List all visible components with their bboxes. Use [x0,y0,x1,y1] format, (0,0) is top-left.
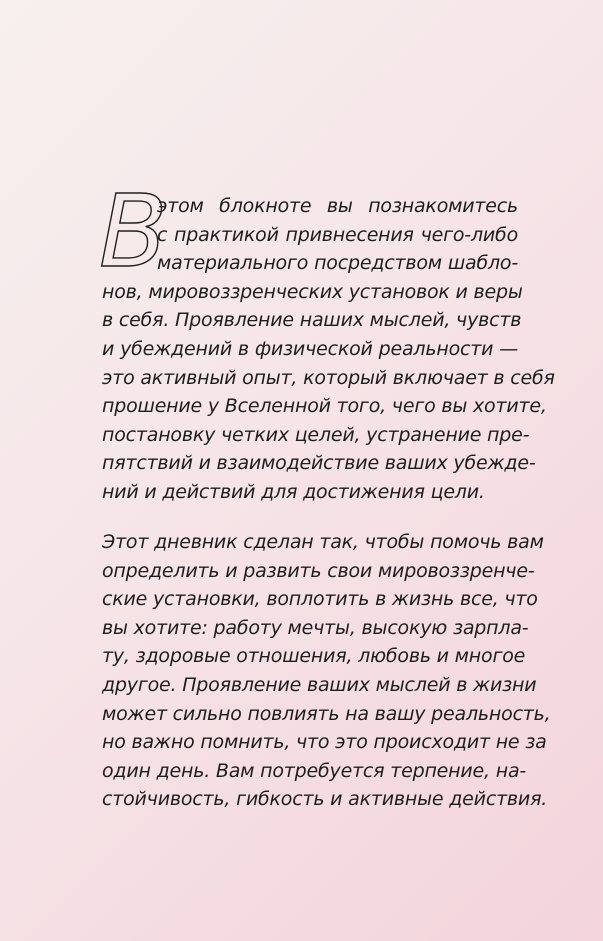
paragraph-line: в себя. Проявление наших мыслей, чувств [102,309,522,332]
intro-paragraph [102,192,555,507]
paragraph-line: вы хотите: работу мечты, высокую зарпла- [102,616,529,639]
drop-cap-letter: В [99,173,168,290]
paragraph-line: постановку четких целей, устранение пре- [102,423,530,446]
paragraph-line: но важно помнить, что это происходит не за [102,731,547,754]
paragraph-line: стойчивость, гибкость и активные действия. [102,788,548,811]
paragraph-line: пятствий и взаимодействие ваших убежде- [102,452,536,475]
paragraph-line: нов, мировоззренческих установок и веры [102,280,523,303]
paragraph-line: прошение у Вселенной того, чего вы хотите, [102,395,547,418]
journal-purpose-paragraph [102,528,551,814]
paragraph-line: ту, здоровые отношения, любовь и многое [102,645,526,668]
paragraph-line: ний и действий для достижения цели. [102,480,485,503]
paragraph-line: и убеждений в физической реальности — [102,337,518,360]
paragraph-line: Этот дневник сделан так, чтобы помочь вам [102,531,544,553]
paragraph-line: определить и развить свои мировоззренче- [102,559,535,582]
paragraph-line: с практикой привнесения чего-либо [157,223,518,246]
paragraph-line: этом блокноте вы познакомитесь [157,195,518,217]
paragraph-line: материального посредством шабло- [157,252,518,275]
paragraph-line: это активный опыт, который включает в себя [102,366,555,389]
paragraph-line: может сильно повлиять на вашу реальность, [102,702,551,725]
paragraph-line: ские установки, воплотить в жизнь все, что [102,588,538,611]
paragraph-line: другое. Проявление ваших мыслей в жизни [102,673,537,696]
paragraph-line: один день. Вам потребуется терпение, на- [102,759,527,782]
